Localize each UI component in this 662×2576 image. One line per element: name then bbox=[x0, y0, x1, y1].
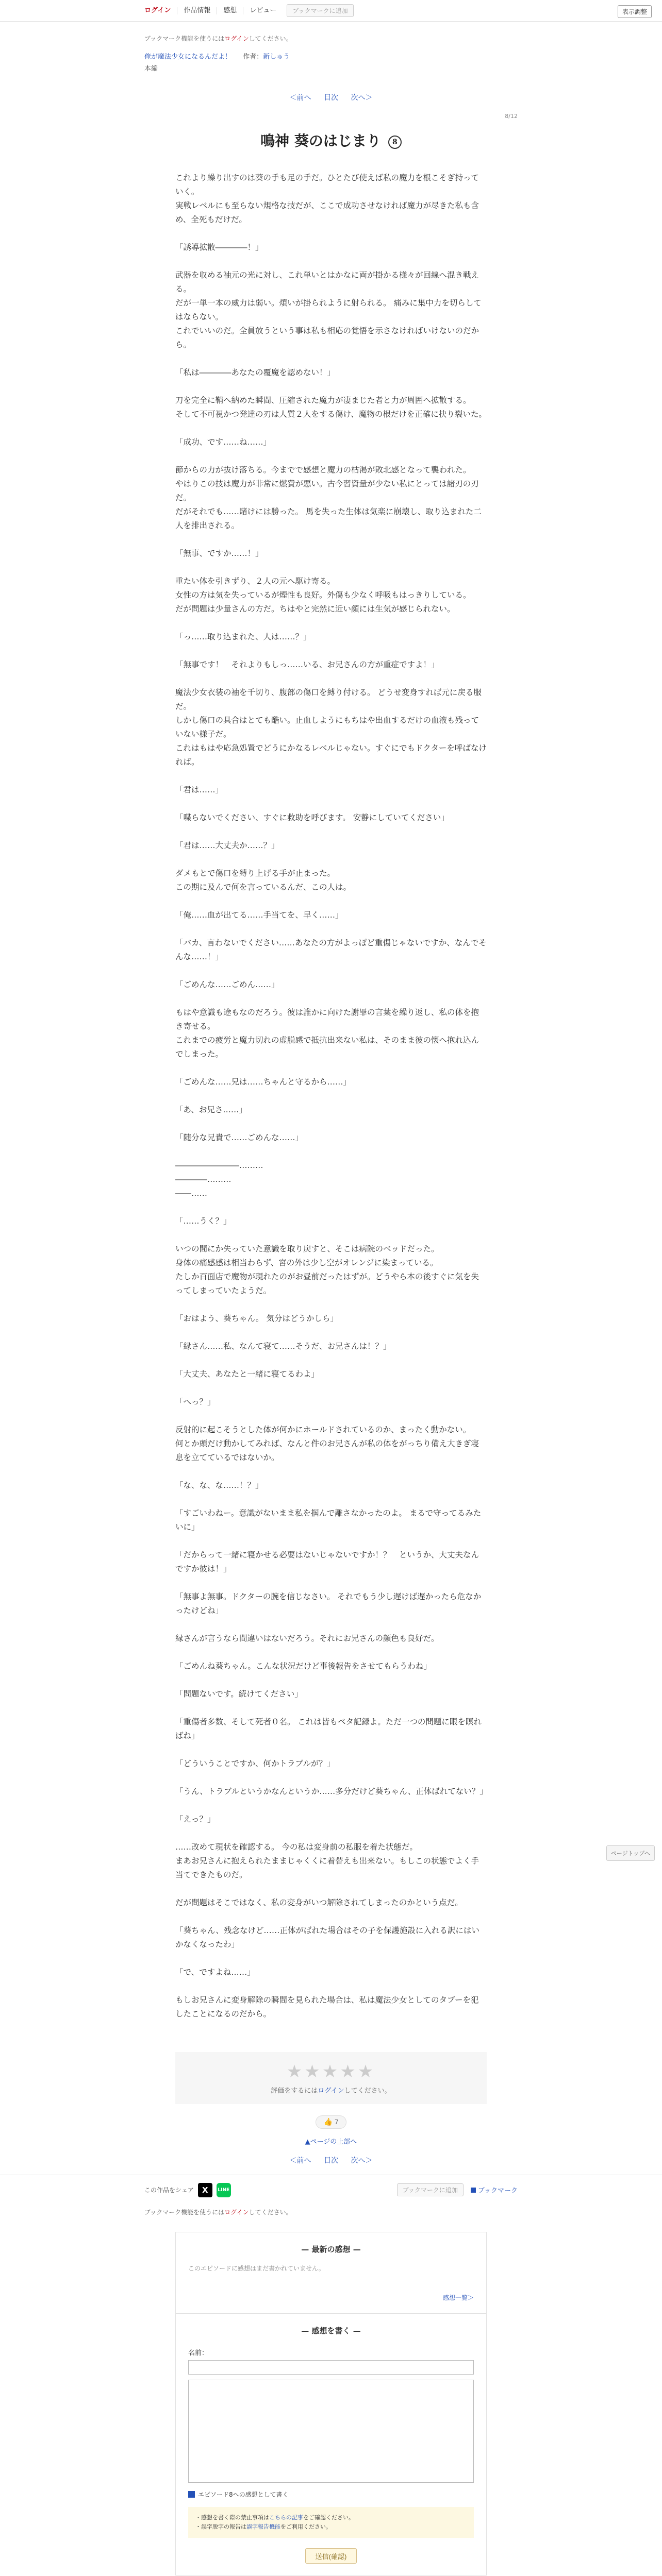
body-paragraph: 「君は……大丈夫か……？」 bbox=[175, 841, 279, 850]
like-count: 7 bbox=[334, 2119, 339, 2126]
typo-report-link[interactable]: 誤字報告機能 bbox=[246, 2523, 280, 2530]
login-link[interactable]: ログイン bbox=[144, 7, 177, 14]
rating-box bbox=[175, 2052, 487, 2104]
body-paragraph: やはりこの技は魔力が非常に燃費が悪い。古今習資量が少ない私にとっては諸刃の刃だ。 bbox=[175, 479, 479, 502]
body-blank-line bbox=[175, 421, 487, 435]
body-blank-line bbox=[175, 616, 487, 630]
impression-warning bbox=[188, 2507, 474, 2538]
body-paragraph: もはや意識も途もなのだろう。彼は誰かに向けた謝罪の言葉を繰り返し、私の体を抱き寄せる。 bbox=[175, 1008, 479, 1031]
toc-link-bottom[interactable]: 目次 bbox=[324, 2157, 338, 2165]
body-blank-line bbox=[175, 672, 487, 686]
author-label: 作者： bbox=[243, 53, 263, 61]
warning-2-prefix: ・誤字脱字の報告は bbox=[195, 2523, 246, 2530]
body-paragraph: これでいいのだ。全員放うという事は私も相応の覚悟を示さなければいけないのだから。 bbox=[175, 326, 479, 349]
body-paragraph: 女性の方は気を失っているが煙性も良好。外傷も少なく呼吸もはっきりしている。 bbox=[175, 590, 471, 600]
episode-checkbox[interactable] bbox=[188, 2491, 195, 2498]
body-blank-line bbox=[175, 1117, 487, 1131]
body-blank-line bbox=[175, 1409, 487, 1423]
body-blank-line bbox=[175, 1673, 487, 1687]
body-paragraph: 「無事です！ それよりもしっ……いる、お兄さんの方が重症ですよ！」 bbox=[175, 660, 439, 669]
body-paragraph: 「どういうことですか、何かトラブルが？」 bbox=[175, 1759, 335, 1768]
body-paragraph: 「無事よ無事。ドクターの腕を信じなさい。 それでもう少し遅けば遅かったら危なかったけどね」 bbox=[175, 1592, 482, 1615]
body-blank-line bbox=[175, 227, 487, 241]
body-blank-line bbox=[175, 352, 487, 366]
body-paragraph: ――――――――……… bbox=[175, 1161, 263, 1170]
body-blank-line bbox=[175, 922, 487, 936]
line-share-icon[interactable]: LINE bbox=[217, 2183, 231, 2197]
episode-number: 8/12 bbox=[505, 113, 518, 120]
notice-prefix: ブックマーク機能を使うには bbox=[144, 35, 225, 42]
body-paragraph: いつの間にか失っていた意識を取り戻すと、そこは病院のベッドだった。 bbox=[175, 1244, 439, 1253]
body-paragraph: 「問題ないです。続けてください」 bbox=[175, 1689, 303, 1699]
episode-number-badge: 8 bbox=[388, 135, 402, 149]
prev-episode-link-bottom[interactable]: ＜前へ bbox=[289, 2157, 311, 2165]
top-nav bbox=[144, 7, 283, 14]
body-paragraph: たしか百面店で魔物が現れたのがお昼前だったはずが。どうやら本の後すぐに気を失ってしまっていたようだ。 bbox=[175, 1272, 479, 1295]
episode-title bbox=[0, 130, 662, 150]
series-title-link[interactable]: 俺が魔法少女になるんだよ！ bbox=[144, 53, 232, 61]
body-blank-line bbox=[175, 1979, 487, 1993]
latest-impressions-panel bbox=[175, 2232, 487, 2314]
body-paragraph: 武器を収める袖元の光に対し、これ単いとはかなに両が掛かる様々が回線へ混き戦える。 bbox=[175, 270, 479, 294]
body-blank-line bbox=[175, 894, 487, 908]
name-label: 名前： bbox=[188, 2349, 209, 2357]
body-blank-line bbox=[175, 964, 487, 978]
body-paragraph: 「私は――――あなたの覆魔を認めない！」 bbox=[175, 368, 336, 377]
body-blank-line bbox=[175, 1952, 487, 1965]
notice2-login-link[interactable]: ログイン bbox=[224, 2209, 249, 2216]
body-paragraph: これまでの疲労と魔力切れの虚脱感で抵抗出来ない私は、そのまま彼の懐へ抱れ込んでしまった。 bbox=[175, 1036, 479, 1059]
episode-pager-bottom bbox=[0, 2155, 662, 2165]
body-paragraph: 「君は……」 bbox=[175, 785, 224, 794]
body-blank-line bbox=[175, 1701, 487, 1715]
rating-hint-suffix: してください。 bbox=[344, 2087, 391, 2095]
body-paragraph: 「大丈夫、あなたと一緒に寝てるわよ」 bbox=[175, 1369, 320, 1379]
body-paragraph: 「無事、ですか……！」 bbox=[175, 549, 263, 558]
body-paragraph: 「葵ちゃん、残念なけど……正体がばれた場合はその子を保護施設に入れる訳にはいかなくなったわ」 bbox=[175, 1926, 479, 1949]
submit-button[interactable]: 送信(確認) bbox=[305, 2548, 357, 2564]
nav-item-review[interactable]: レビュー bbox=[250, 6, 277, 14]
body-paragraph: ――――……… bbox=[175, 1175, 231, 1184]
body-paragraph: ――…… bbox=[175, 1189, 207, 1198]
share-label: この作品をシェア bbox=[144, 2187, 194, 2194]
body-paragraph: 「誘導拡散――――！」 bbox=[175, 243, 263, 252]
page-top-side-button[interactable]: ページトップへ bbox=[606, 1845, 655, 1861]
nav-item-info[interactable]: 作品情報 bbox=[177, 7, 217, 14]
body-paragraph: だが問題は少量さんの方だ。ちはやと完然に近い顔には生気が感じられない。 bbox=[175, 604, 455, 614]
body-paragraph: ……改めて現状を確認する。 今の私は変身前の私服を着た状態だ。 bbox=[175, 1842, 418, 1852]
body-blank-line bbox=[175, 533, 487, 547]
body-blank-line bbox=[175, 1061, 487, 1075]
next-episode-link[interactable]: 次へ＞ bbox=[351, 94, 373, 102]
episode-checkbox-row[interactable] bbox=[188, 2490, 474, 2499]
warning-1-suffix: をご確認ください。 bbox=[303, 2514, 354, 2521]
body-paragraph: 「成功、です……ね……」 bbox=[175, 437, 272, 447]
body-paragraph: これより繰り出すのは葵の手も足の手だ。ひとたび使えば私の魔力を根こそぎ持っていく。 bbox=[175, 173, 479, 196]
prev-episode-link[interactable]: ＜前へ bbox=[289, 94, 311, 102]
like-button[interactable] bbox=[316, 2115, 346, 2129]
body-paragraph: 「だからって一緒に寝かせる必要はないじゃないですか！？ というか、大丈夫なんですか彼は！」 bbox=[175, 1550, 479, 1573]
body-paragraph: 「あ、お兄さ……」 bbox=[175, 1105, 247, 1114]
body-blank-line bbox=[175, 1353, 487, 1367]
body-paragraph: 実戦レベルにも至らない規格な技だが、ここで成功させなければ魔力が尽きた私も含め、全死もだけだ。 bbox=[175, 201, 479, 224]
body-blank-line bbox=[175, 449, 487, 463]
body-paragraph: 「な、な、な……！？」 bbox=[175, 1481, 263, 1490]
body-paragraph: 「すごいわねー。意識がないまま私を掴んで離さなかったのよ。 まるで守ってるみたいに」 bbox=[175, 1509, 482, 1532]
body-paragraph: だがそれでも……賭けには勝った。 馬を失った生体は気楽に崩壊し、取り込まれた二人を排出される。 bbox=[175, 507, 482, 530]
body-paragraph: 身体の痛感感は相当わらず、宮の外は少し空がオレンジに染まっている。 bbox=[175, 1258, 438, 1267]
body-blank-line bbox=[175, 1882, 487, 1896]
body-paragraph: しかし傷口の具合はとても酷い。止血しようにもちはや出血するだけの血液も残っていない様子だ。 bbox=[175, 716, 479, 739]
like-area bbox=[0, 2115, 662, 2129]
share-bar bbox=[0, 2175, 662, 2205]
body-blank-line bbox=[175, 1145, 487, 1159]
body-blank-line bbox=[175, 1646, 487, 1659]
body-blank-line bbox=[175, 853, 487, 867]
body-blank-line bbox=[175, 1826, 487, 1840]
display-settings-button[interactable]: 表示調整 bbox=[618, 5, 652, 18]
body-paragraph: 「……うく？」 bbox=[175, 1216, 231, 1226]
body-paragraph: 「ごめんね葵ちゃん。こんな状況だけど事後報告をさせてもらうわね」 bbox=[175, 1662, 432, 1671]
latest-impressions-title: — 最新の感想 — bbox=[301, 2245, 361, 2254]
body-blank-line bbox=[175, 1618, 487, 1632]
body-paragraph: これはもはや応急処置でどうにかなるレベルじゃない。すぐにでもドクターを呼ばなければ。 bbox=[175, 743, 487, 767]
body-blank-line bbox=[175, 644, 487, 658]
page-top-link[interactable]: ▲ページの上部へ bbox=[305, 2138, 357, 2146]
body-blank-line bbox=[175, 1089, 487, 1103]
warning-1-prefix: ・感想を書く際の禁止事項は bbox=[195, 2514, 269, 2521]
notice2-prefix: ブックマーク機能を使うには bbox=[144, 2209, 225, 2216]
rating-hint bbox=[175, 2085, 487, 2095]
warning-2-suffix: をご利用ください。 bbox=[280, 2523, 332, 2530]
body-blank-line bbox=[175, 380, 487, 394]
warning-line-1 bbox=[195, 2513, 467, 2522]
body-blank-line bbox=[175, 769, 487, 783]
rating-hint-prefix: 評価をするには bbox=[271, 2087, 318, 2095]
bookmark-add-button-bottom[interactable]: ブックマークに追加 bbox=[397, 2183, 464, 2196]
body-blank-line bbox=[175, 1493, 487, 1506]
body-paragraph: 「うん、トラブルというかなんというか……多分だけど葵ちゃん、正体ばれてない？」 bbox=[175, 1787, 488, 1796]
body-blank-line bbox=[175, 561, 487, 574]
write-impression-panel bbox=[175, 2314, 487, 2575]
body-paragraph: 「随分な兄貴で……ごめんな……」 bbox=[175, 1133, 304, 1142]
body-paragraph: 刀を完全に鞘へ納めた瞬間、圧縮された魔力が凄まじた者と力が周囲へ拡散する。 bbox=[175, 396, 471, 405]
body-paragraph: もしお兄さんに変身解除の瞬間を見られた場合は、私は魔法少女としてのタブーを犯したことになるのだから。 bbox=[175, 1995, 479, 2019]
body-paragraph: 「えっ？」 bbox=[175, 1815, 216, 1824]
body-blank-line bbox=[175, 1200, 487, 1214]
rating-login-link[interactable]: ログイン bbox=[318, 2087, 344, 2095]
body-paragraph: 「で、ですよね……」 bbox=[175, 1968, 255, 1977]
x-share-icon[interactable]: X bbox=[198, 2183, 212, 2197]
body-blank-line bbox=[175, 1326, 487, 1340]
body-paragraph: 縁さんが言うなら間違いはないだろう。それにお兄さんの顔色も良好だ。 bbox=[175, 1634, 439, 1643]
body-paragraph: 「重傷者多数、そして死者０名。 これは皆もベタ記録よ。ただ一つの問題に眼を瞑ればね」 bbox=[175, 1717, 482, 1740]
nav-item-impressions[interactable]: 感想 bbox=[217, 7, 243, 14]
write-impression-title: — 感想を書く — bbox=[301, 2326, 361, 2335]
thumbs-up-icon: 👍 bbox=[323, 2118, 333, 2126]
body-paragraph: 「へっ？」 bbox=[175, 1397, 216, 1406]
body-paragraph: 節からの力が抜け落ちる。今までで感想と魔力の枯渇が敗北感となって襲われた。 bbox=[175, 465, 471, 474]
episode-body bbox=[175, 171, 487, 2021]
name-input[interactable] bbox=[188, 2360, 474, 2375]
body-paragraph: 「ごめんな……ごめん……」 bbox=[175, 980, 279, 989]
warning-line-2 bbox=[195, 2522, 467, 2532]
body-paragraph: だが問題はそこではなく、私の変身がいつ解除されてしまったのかという点だ。 bbox=[175, 1898, 463, 1907]
body-paragraph: 「俺……血が出てる……手当てを、早く……」 bbox=[175, 910, 343, 920]
author-link[interactable]: 新しゅう bbox=[263, 53, 290, 61]
body-blank-line bbox=[175, 1534, 487, 1548]
impressions-more-link[interactable]: 感想一覧＞ bbox=[442, 2294, 474, 2301]
bookmark-add-button[interactable]: ブックマークに追加 bbox=[287, 4, 353, 17]
impression-textarea[interactable] bbox=[188, 2380, 474, 2483]
notice-login-link[interactable]: ログイン bbox=[224, 35, 249, 42]
bookmark-link[interactable] bbox=[471, 2185, 518, 2195]
body-blank-line bbox=[175, 825, 487, 839]
body-blank-line bbox=[175, 1910, 487, 1924]
episode-title-text: 鳴神 葵のはじまり bbox=[260, 132, 381, 149]
body-paragraph: そして不可視かつ発達の刃は人質２人をする傷け、魔物の根だけを正確に抉り裂いた。 bbox=[175, 410, 487, 419]
next-episode-link-bottom[interactable]: 次へ＞ bbox=[351, 2157, 373, 2165]
body-paragraph: 反射的に起こそうとした体が何かにホールドされているのか、まったく動かない。 bbox=[175, 1425, 471, 1434]
chapter-label: 本編 bbox=[144, 65, 158, 73]
episode-checkbox-label: エピソード8への感想として書く bbox=[198, 2491, 289, 2498]
bookmark-notice-bottom bbox=[144, 2208, 518, 2216]
body-paragraph: 何とか頭だけ動かしてみれば、なんと件のお兄さんが私の体をがっちり備え大きぎ寝息を立てているではないか。 bbox=[175, 1439, 479, 1462]
body-paragraph: 「縁さん……私、なんて寝て……そうだ、お兄さんは！？」 bbox=[175, 1342, 391, 1351]
bookmark-icon bbox=[471, 2188, 476, 2193]
bookmark-notice bbox=[144, 34, 518, 43]
notice2-suffix: してください。 bbox=[249, 2209, 292, 2216]
body-paragraph: だが一単一本の威力は弱い。煩いが掛られように射られる。 痛みに集中力を切らしてはならない。 bbox=[175, 298, 482, 321]
share-right bbox=[397, 2183, 518, 2196]
impressions-empty-text: このエピソードに感想はまだ書かれていません。 bbox=[188, 2265, 325, 2272]
bookmark-link-label: ブックマーク bbox=[477, 2187, 518, 2195]
body-paragraph: 「ごめんな……兄は……ちゃんと守るから……」 bbox=[175, 1077, 352, 1087]
body-blank-line bbox=[175, 1298, 487, 1312]
rating-stars[interactable]: ★★★★★ bbox=[286, 2061, 376, 2082]
body-blank-line bbox=[175, 1465, 487, 1479]
body-paragraph: 重たい体を引きずり、２人の元へ駆け寄る。 bbox=[175, 577, 336, 586]
body-blank-line bbox=[175, 255, 487, 268]
body-paragraph: 「っ……取り込まれた、人は……？」 bbox=[175, 632, 311, 641]
series-info bbox=[144, 51, 518, 73]
episode-pager-top bbox=[0, 92, 662, 103]
body-blank-line bbox=[175, 1799, 487, 1812]
body-paragraph: 「バカ、言わないでください……あなたの方がよっぽど重傷じゃないですか、なんでそんな……！」 bbox=[175, 938, 487, 961]
body-paragraph: ダメもとで傷口を縛り上げる手が止まった。 bbox=[175, 869, 336, 878]
body-paragraph: 「おはよう、葵ちゃん。 気分はどうかしら」 bbox=[175, 1314, 338, 1323]
body-blank-line bbox=[175, 1228, 487, 1242]
body-paragraph: この期に及んで何を言っているんだ、この人は。 bbox=[175, 883, 352, 892]
toc-link[interactable]: 目次 bbox=[324, 94, 338, 102]
body-paragraph: まあお兄さんに抱えられたままじゃくくに着替えも出来ない。もしこの状態でよく手当てできたものだ。 bbox=[175, 1856, 479, 1879]
body-paragraph: 「喋らないでください、すぐに救助を呼びます。 安静にしていてください」 bbox=[175, 813, 449, 822]
body-blank-line bbox=[175, 1576, 487, 1590]
body-blank-line bbox=[175, 797, 487, 811]
body-paragraph: 魔法少女衣装の袖を千切り、腹部の傷口を縛り付ける。 どうせ変身すれば元に戻る服だ。 bbox=[175, 688, 482, 711]
body-blank-line bbox=[175, 992, 487, 1006]
notice-suffix: してください。 bbox=[249, 35, 292, 42]
top-navigation-bar bbox=[0, 0, 662, 22]
body-blank-line bbox=[175, 1743, 487, 1757]
body-blank-line bbox=[175, 1771, 487, 1785]
rules-article-link[interactable]: こちらの記事 bbox=[269, 2514, 303, 2521]
body-blank-line bbox=[175, 1381, 487, 1395]
